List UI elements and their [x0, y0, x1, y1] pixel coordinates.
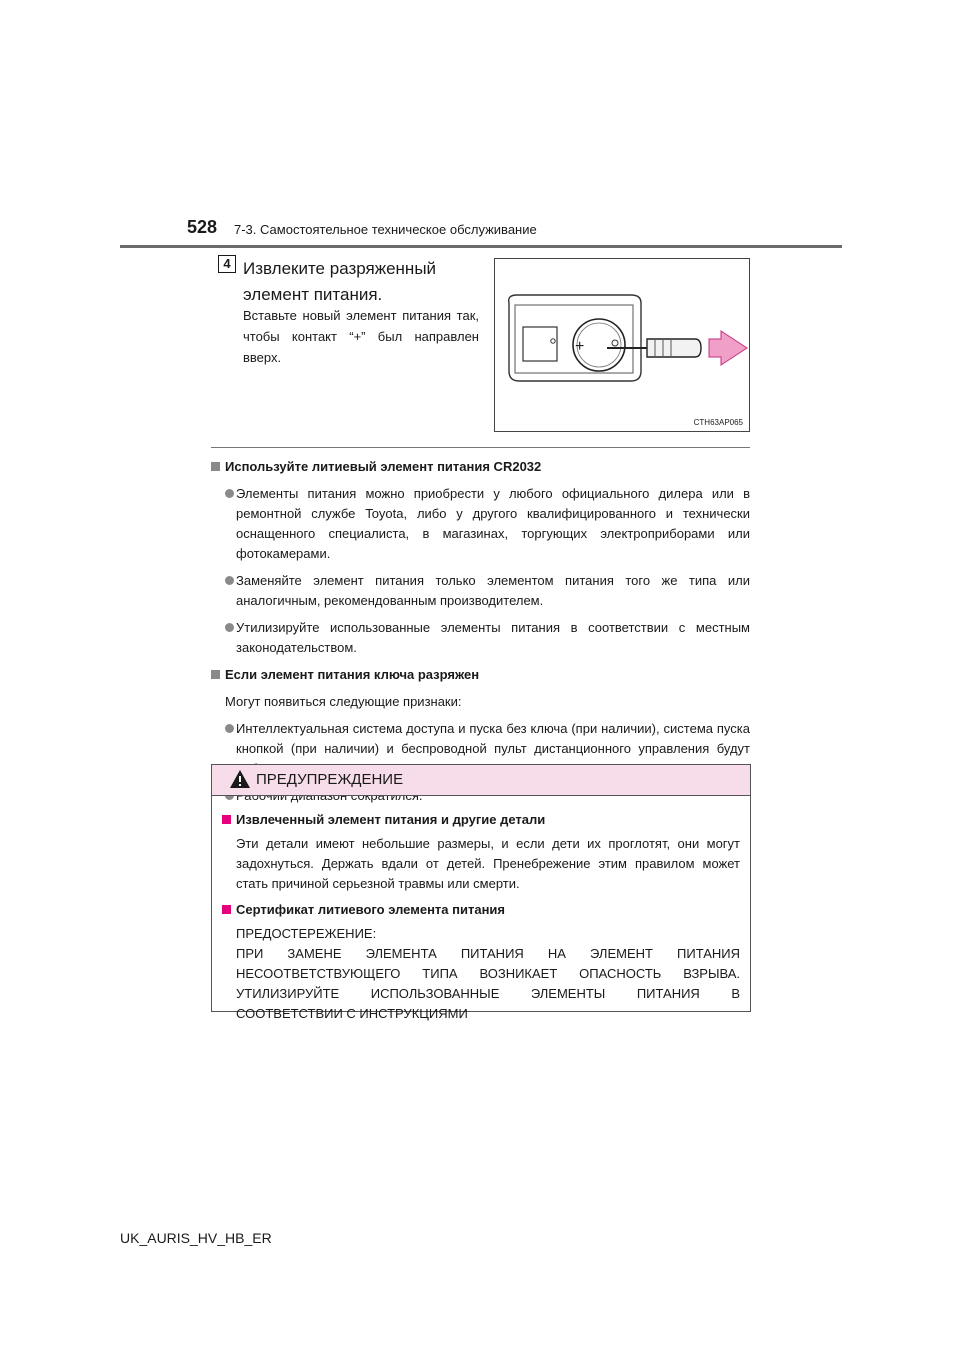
certificate-line: СООТВЕТСТВИИ С ИНСТРУКЦИЯМИ [236, 1006, 468, 1021]
list-item: Интеллектуальная система доступа и пуска без ключа (при наличии), система пуска кнопкой (при наличии) и беспроводной пульт дистанционного управления будут [211, 719, 750, 779]
certificate-line: ПРЕДОСТЕРЕЖЕНИЕ: [236, 926, 377, 941]
direction-arrow-icon [709, 331, 747, 365]
list-item: Элементы питания можно приобрести у любого официального дилера или в ремонтной службе Toyota, либо у другого квалифицированного и технически оснащенного специалиста, в магазинах, торгующих электроприборами или фотокамерами. [211, 484, 750, 564]
intro-text: Могут появиться следующие признаки: [225, 694, 462, 709]
square-bullet-icon [211, 670, 220, 679]
square-bullet-icon [222, 815, 231, 824]
header-divider [120, 245, 842, 248]
step-note: Вставьте новый элемент питания так, чтобы контакт “+” был направлен вверх. [243, 308, 479, 365]
page-number: 528 [187, 217, 218, 237]
section-divider [211, 447, 750, 448]
circle-bullet-icon [225, 576, 234, 585]
warning-box [211, 764, 751, 1021]
certificate-line: УТИЛИЗИРУЙТЕ ИСПОЛЬЗОВАННЫЕ ЭЛЕМЕНТЫ ПИТАНИЯ В [236, 986, 740, 1001]
figure-code: CTH63AP065 [693, 418, 743, 427]
warning-body [212, 796, 750, 1024]
section-heading: Используйте литиевый элемент питания CR2032 [211, 457, 750, 477]
circle-bullet-icon [225, 623, 234, 632]
square-bullet-icon [211, 462, 220, 471]
key-fob-drawing [495, 259, 749, 431]
section-title: 7-3. Самостоятельное техническое обслуживание [234, 222, 537, 237]
certificate-text [222, 924, 740, 1024]
certificate-line: ПРИ ЗАМЕНЕ ЭЛЕМЕНТА ПИТАНИЯ НА ЭЛЕМЕНТ ПИТАНИЯ [236, 946, 740, 961]
content-area [211, 457, 750, 813]
document-code: UK_AURIS_HV_HB_ER [120, 1230, 272, 1246]
plus-sign: + [575, 338, 585, 355]
step-number: 4 [218, 255, 236, 273]
circle-bullet-icon [225, 724, 234, 733]
list-item: Утилизируйте использованные элементы питания в соответствии с местным законодательством. [211, 618, 750, 658]
circle-bullet-icon [225, 489, 234, 498]
warning-header [212, 765, 750, 796]
section-heading: Если элемент питания ключа разряжен [211, 665, 750, 685]
warning-item-heading: Сертификат литиевого элемента питания [222, 900, 740, 920]
certificate-line: НЕСООТВЕТСТВУЮЩЕГО ТИПА ВОЗНИКАЕТ ОПАСНОСТЬ ВЗРЫВА. [236, 966, 740, 981]
square-bullet-icon [222, 905, 231, 914]
warning-item-heading: Извлеченный элемент питания и другие детали [222, 810, 740, 830]
warning-title: ПРЕДУПРЕЖДЕНИЕ [256, 771, 404, 788]
step-title: Извлеките разряженный элемент питания. [243, 259, 437, 304]
battery-removal-illustration [494, 258, 750, 432]
warning-triangle-icon [229, 769, 251, 789]
list-item: Заменяйте элемент питания только элементом питания того же типа или аналогичным, рекомендованным производителем. [211, 571, 750, 611]
warning-item-text: Эти детали имеют небольшие размеры, и если дети их проглотят, они могут задохнуться. Держать вдали от детей. Пренебрежение этим правилом может стать причиной серьезной травмы или смерти. [236, 836, 740, 891]
